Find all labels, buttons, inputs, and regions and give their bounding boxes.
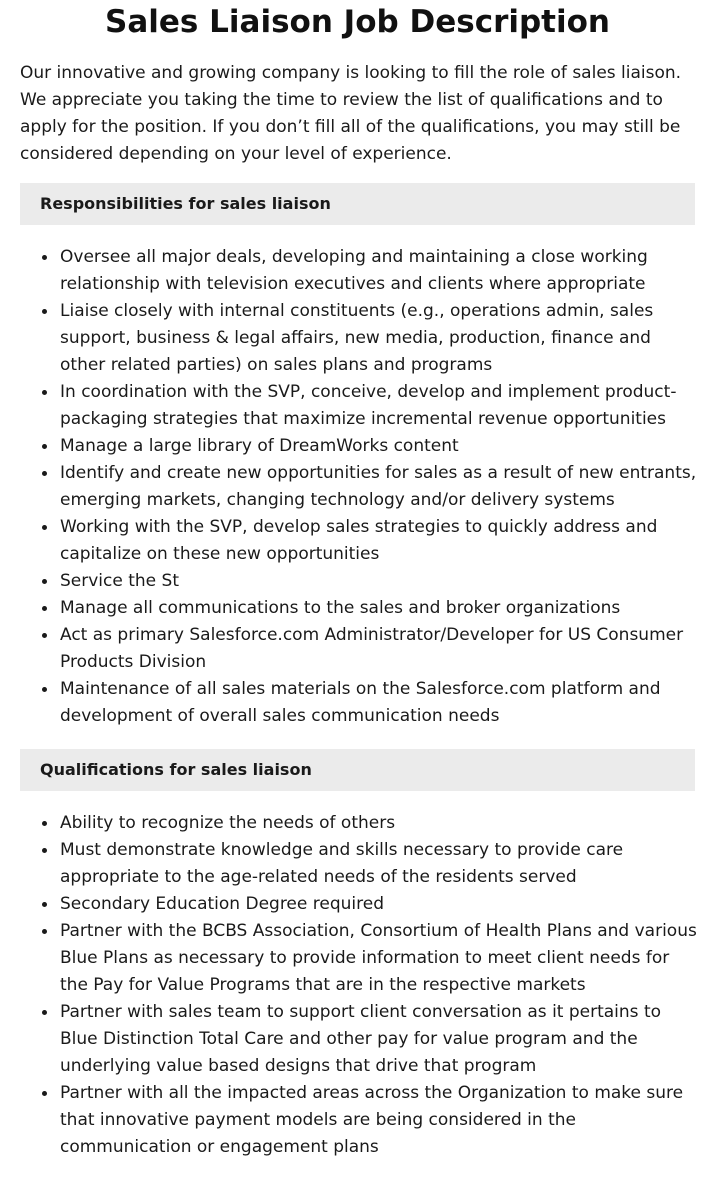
list-item: Partner with sales team to support client conversation as it pertains to Blue Distinction Total Care and other pay for value program and the underlying value based designs that drive that program xyxy=(60,999,700,1080)
list-item: Manage a large library of DreamWorks content xyxy=(60,433,700,460)
list-item: Partner with the BCBS Association, Consortium of Health Plans and various Blue Plans as necessary to provide information to meet client needs for the Pay for Value Programs that are in the respective markets xyxy=(60,918,700,999)
list-item: Secondary Education Degree required xyxy=(60,891,700,918)
list-item: Identify and create new opportunities for sales as a result of new entrants, emerging markets, changing technology and/or delivery systems xyxy=(60,460,700,514)
list-item: Ability to recognize the needs of others xyxy=(60,810,700,837)
responsibilities-heading: Responsibilities for sales liaison xyxy=(20,183,695,225)
list-item: In coordination with the SVP, conceive, develop and implement product-packaging strategies that maximize incremental revenue opportunities xyxy=(60,379,700,433)
list-item: Service the St xyxy=(60,568,700,595)
list-item: Manage all communications to the sales and broker organizations xyxy=(60,595,700,622)
page-title: Sales Liaison Job Description xyxy=(105,4,610,40)
qualifications-list xyxy=(20,810,700,1161)
intro-paragraph: Our innovative and growing company is looking to fill the role of sales liaison. We appreciate you taking the time to review the list of qualifications and to apply for the position. If you don’t fill all of the qualifications, you may still be considered depending on your level of experience. xyxy=(20,63,682,164)
list-item: Act as primary Salesforce.com Administrator/Developer for US Consumer Products Division xyxy=(60,622,700,676)
list-item: Liaise closely with internal constituents (e.g., operations admin, sales support, business & legal affairs, new media, production, finance and other related parties) on sales plans and programs xyxy=(60,298,700,379)
list-item: Partner with all the impacted areas across the Organization to make sure that innovative payment models are being considered in the communication or engagement plans xyxy=(60,1080,700,1161)
list-item: Oversee all major deals, developing and maintaining a close working relationship with television executives and clients where appropriate xyxy=(60,244,700,298)
list-item: Working with the SVP, develop sales strategies to quickly address and capitalize on these new opportunities xyxy=(60,514,700,568)
qualifications-heading: Qualifications for sales liaison xyxy=(20,749,695,791)
list-item: Maintenance of all sales materials on the Salesforce.com platform and development of overall sales communication needs xyxy=(60,676,700,730)
list-item: Must demonstrate knowledge and skills necessary to provide care appropriate to the age-related needs of the residents served xyxy=(60,837,700,891)
responsibilities-list xyxy=(20,244,700,730)
